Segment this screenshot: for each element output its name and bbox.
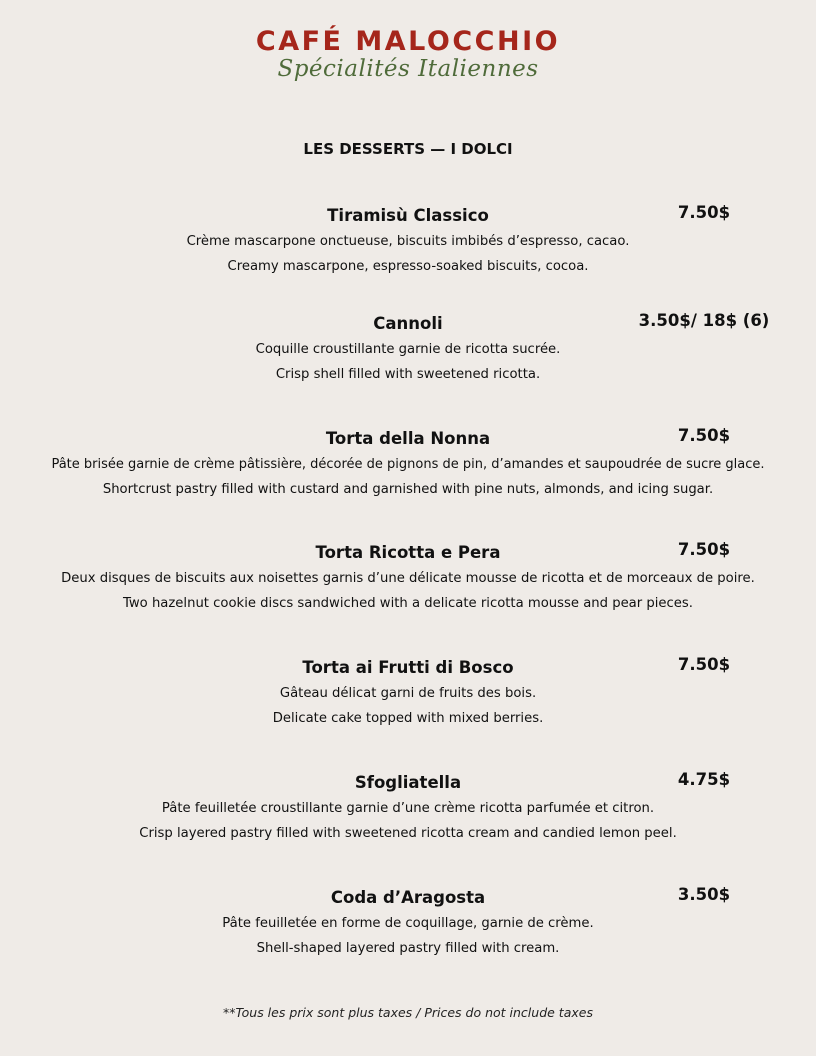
item-description-fr: Pâte feuilletée croustillante garnie d’une crème ricotta parfumée et citron. <box>161 801 655 816</box>
item-price: 7.50$ <box>677 426 731 445</box>
item-description-en: Delicate cake topped with mixed berries. <box>272 711 544 726</box>
brand-tagline: Spécialités Italiennes <box>277 56 539 82</box>
item-description-en: Crisp shell filled with sweetened ricotta. <box>275 367 541 382</box>
brand-title: CAFÉ MALOCCHIO <box>255 26 561 57</box>
item-name: Cannoli <box>373 314 443 333</box>
item-name: Sfogliatella <box>354 773 462 792</box>
item-price: 4.75$ <box>677 770 731 789</box>
item-price: 3.50$ <box>677 885 731 904</box>
item-description-fr: Deux disques de biscuits aux noisettes garnis d’une délicate mousse de ricotta et de morceaux de poire. <box>61 571 755 586</box>
item-description-en: Creamy mascarpone, espresso-soaked biscuits, cocoa. <box>227 259 589 274</box>
item-name: Torta ai Frutti di Bosco <box>302 658 514 677</box>
item-name: Torta della Nonna <box>325 429 491 448</box>
item-name: Torta Ricotta e Pera <box>315 543 501 562</box>
item-description-en: Shell-shaped layered pastry filled with cream. <box>256 941 560 956</box>
item-price: 7.50$ <box>677 203 731 222</box>
item-description-fr: Pâte feuilletée en forme de coquillage, garnie de crème. <box>222 916 594 931</box>
item-description-en: Crisp layered pastry filled with sweetened ricotta cream and candied lemon peel. <box>139 826 677 841</box>
item-description-fr: Crème mascarpone onctueuse, biscuits imbibés d’espresso, cacao. <box>186 234 630 249</box>
section-title: LES DESSERTS — I DOLCI <box>303 140 513 158</box>
item-description-en: Two hazelnut cookie discs sandwiched with a delicate ricotta mousse and pear pieces. <box>123 596 693 611</box>
item-price: 7.50$ <box>677 655 731 674</box>
item-price: 3.50$/ 18$ (6) <box>638 311 770 330</box>
item-description-en: Shortcrust pastry filled with custard and garnished with pine nuts, almonds, and icing sugar. <box>102 482 714 497</box>
item-description-fr: Pâte brisée garnie de crème pâtissière, décorée de pignons de pin, d’amandes et saupoudrée de sucre glace. <box>51 457 765 472</box>
item-name: Tiramisù Classico <box>327 206 489 225</box>
item-description-fr: Coquille croustillante garnie de ricotta sucrée. <box>255 342 561 357</box>
tax-footnote: **Tous les prix sont plus taxes / Prices do not include taxes <box>223 1005 593 1020</box>
item-description-fr: Gâteau délicat garni de fruits des bois. <box>279 686 537 701</box>
item-name: Coda d’Aragosta <box>330 888 486 907</box>
item-price: 7.50$ <box>677 540 731 559</box>
